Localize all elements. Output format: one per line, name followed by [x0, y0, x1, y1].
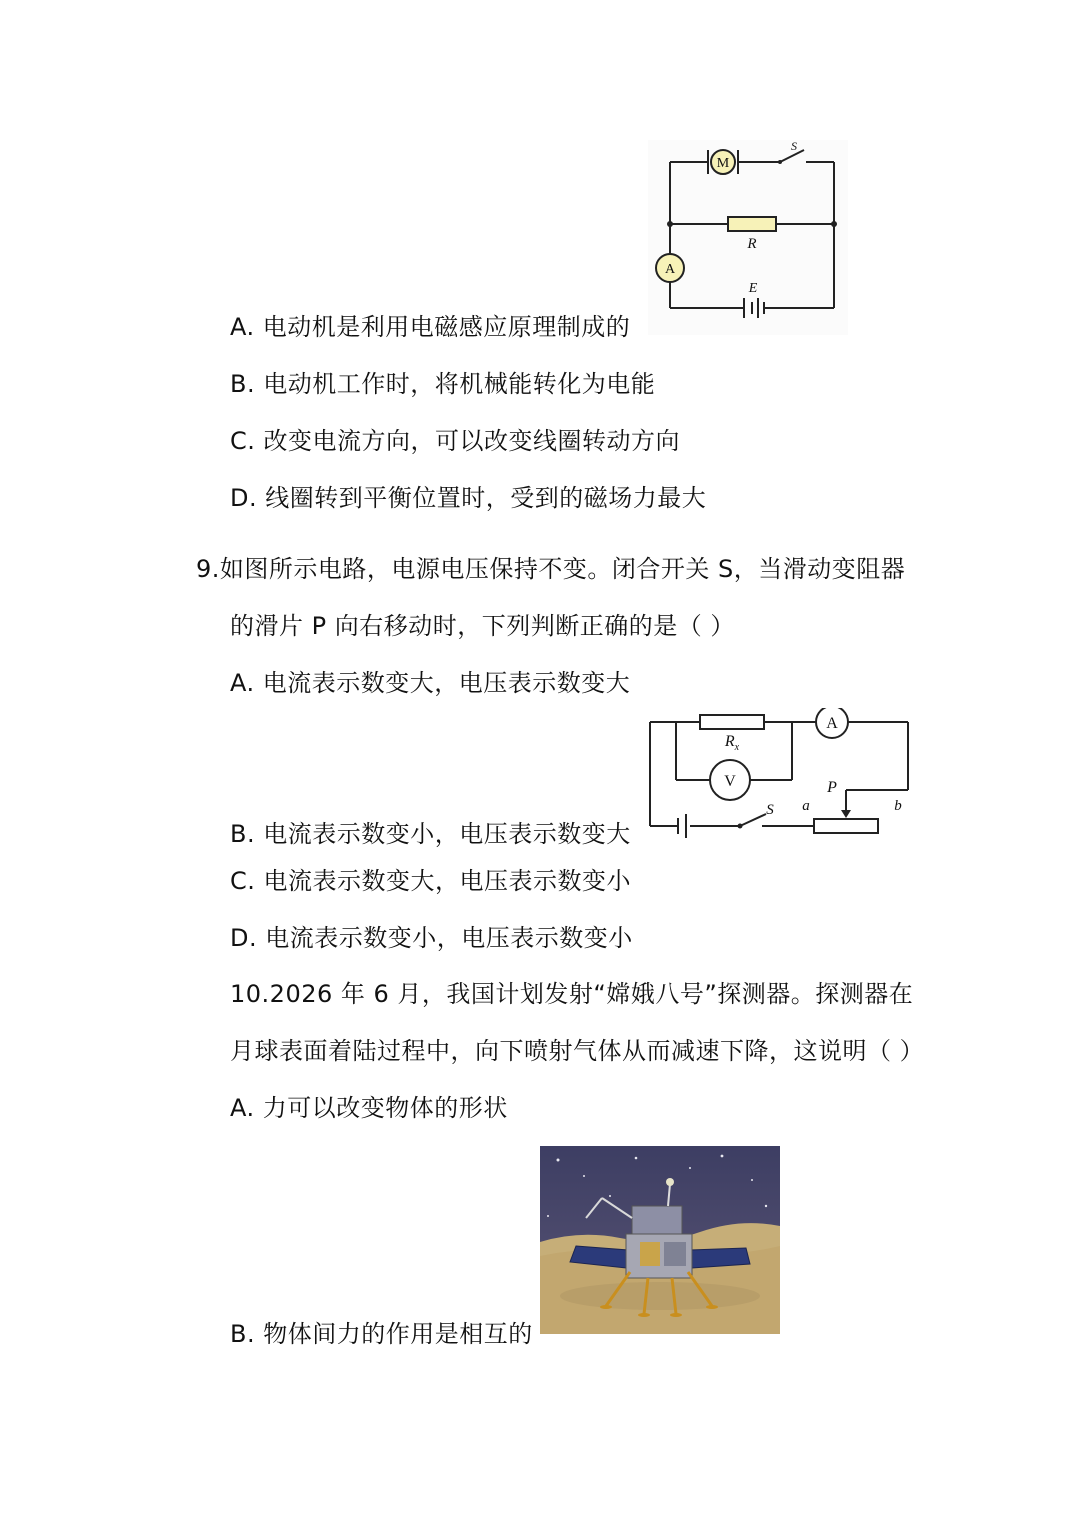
- q10-stem-line-1: 10.2026 年 6 月，我国计划发射“嫦娥八号”探测器。探测器在: [230, 980, 914, 1008]
- q10-option-b: B. 物体间力的作用是相互的: [230, 1320, 533, 1348]
- switch-label: S: [791, 140, 797, 153]
- resistor-symbol: [728, 217, 776, 231]
- source-label: E: [748, 281, 758, 296]
- voltmeter-label: V: [724, 773, 736, 790]
- q8-option-d: D. 线圈转到平衡位置时，受到的磁场力最大: [230, 484, 707, 512]
- q9-option-a: A. 电流表示数变大，电压表示数变大: [230, 669, 631, 697]
- slider-arrow: [841, 810, 851, 818]
- slider-label: P: [827, 779, 837, 796]
- ammeter-label: A: [664, 262, 676, 277]
- q8-option-b: B. 电动机工作时，将机械能转化为电能: [230, 370, 656, 398]
- motor-label: M: [716, 156, 730, 171]
- q8-option-a: A. 电动机是利用电磁感应原理制成的: [230, 313, 631, 341]
- q9-option-d: D. 电流表示数变小，电压表示数变小: [230, 924, 633, 952]
- rx-label: $R_x$: [724, 733, 740, 753]
- motor-circuit-diagram: [648, 140, 848, 335]
- rx-resistor-symbol: [700, 715, 764, 729]
- end-a-label: a: [802, 798, 810, 814]
- q9-stem-line-2: 的滑片 P 向右移动时，下列判断正确的是（ ）: [230, 612, 735, 640]
- resistor-label: R: [747, 236, 757, 252]
- q9-stem-line-1: 9.如图所示电路，电源电压保持不变。闭合开关 S，当滑动变阻器: [196, 555, 906, 583]
- rheostat-circuit-diagram: [642, 708, 916, 844]
- q10-option-a: A. 力可以改变物体的形状: [230, 1094, 508, 1122]
- rheostat-symbol: [814, 819, 878, 833]
- q10-stem-line-2: 月球表面着陆过程中，向下喷射气体从而减速下降，这说明（ ）: [230, 1037, 925, 1065]
- q9-option-b: B. 电流表示数变小，电压表示数变大: [230, 820, 631, 848]
- lunar-lander-illustration: [540, 1146, 780, 1334]
- q8-option-c: C. 改变电流方向，可以改变线圈转动方向: [230, 427, 681, 455]
- end-b-label: b: [894, 798, 902, 814]
- q9-option-c: C. 电流表示数变大，电压表示数变小: [230, 867, 632, 895]
- ammeter-label: A: [826, 715, 838, 732]
- switch-label: S: [766, 802, 774, 818]
